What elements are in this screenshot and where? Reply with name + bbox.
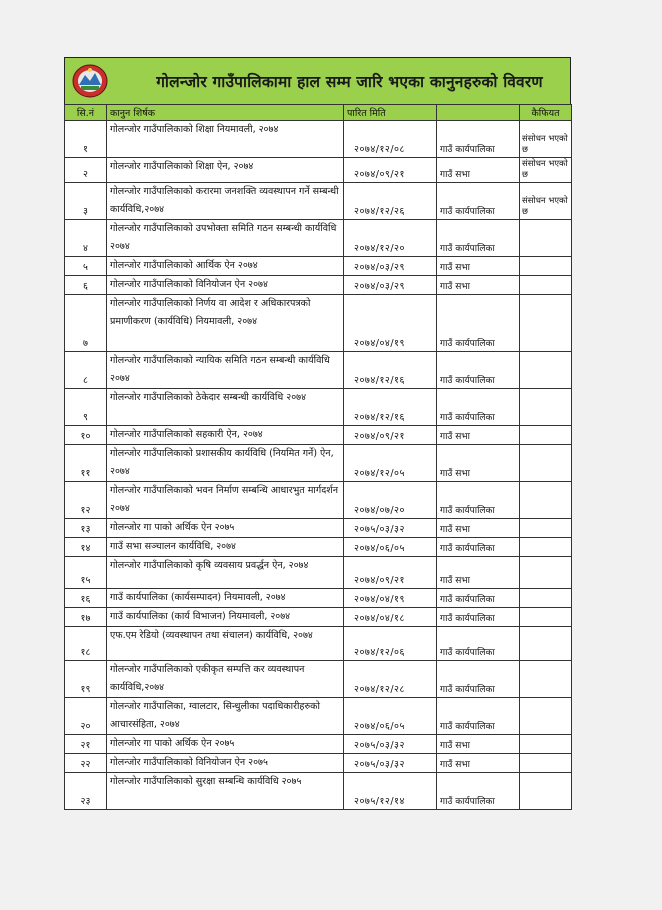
row-remark: संसोधन भएको छ	[520, 158, 572, 183]
row-remark	[520, 661, 572, 698]
row-remark	[520, 276, 572, 295]
row-date: २०७५/१२/१४	[344, 773, 437, 810]
row-passed-by: गाउँ सभा	[437, 276, 520, 295]
row-date: २०७४/०४/१९	[344, 295, 437, 352]
row-remark	[520, 754, 572, 773]
table-body	[65, 121, 572, 810]
row-sn: १९	[65, 661, 107, 698]
row-sn: १४	[65, 538, 107, 557]
row-title: गोलन्जोर गाउँपालिकाको एकीकृत सम्पत्ति कर व्यवस्थापन कार्यविधि,२०७४	[107, 661, 344, 698]
row-sn: २१	[65, 735, 107, 754]
row-sn: ७	[65, 295, 107, 352]
row-date: २०७४/१२/२६	[344, 183, 437, 220]
row-remark: संसोधन भएको छ	[520, 183, 572, 220]
row-passed-by: गाउँ सभा	[437, 445, 520, 482]
row-sn: १५	[65, 557, 107, 589]
row-date: २०७४/०७/२०	[344, 482, 437, 519]
table-row	[65, 519, 572, 538]
table-row	[65, 754, 572, 773]
row-passed-by: गाउँ सभा	[437, 426, 520, 445]
row-title: गोलन्जोर गाउँपालिकाको निर्णय वा आदेश र अधिकारपत्रको प्रमाणीकरण (कार्यविधि) नियमावली, २०७४	[107, 295, 344, 352]
table-row	[65, 482, 572, 519]
row-title: गोलन्जोर गाउँपालिकाको ठेकेदार सम्बन्धी कार्यविधि २०७४	[107, 389, 344, 426]
row-remark	[520, 352, 572, 389]
row-sn: १३	[65, 519, 107, 538]
row-title: गोलन्जोर गाउँपालिकाको भवन निर्माण सम्बन्धि आधारभुत मार्गदर्शन २०७४	[107, 482, 344, 519]
row-sn: ९	[65, 389, 107, 426]
row-passed-by: गाउँ कार्यपालिका	[437, 608, 520, 627]
row-title: गोलन्जोर गाउँपालिकाको उपभोक्ता समिति गठन सम्बन्धी कार्यविधि २०७४	[107, 220, 344, 257]
row-date: २०७५/०३/३२	[344, 735, 437, 754]
row-sn: १	[65, 121, 107, 158]
row-title: गोलन्जोर गाउँपालिकाको शिक्षा नियमावली, २०७४	[107, 121, 344, 158]
row-passed-by: गाउँ कार्यपालिका	[437, 538, 520, 557]
row-sn: १२	[65, 482, 107, 519]
row-sn: २२	[65, 754, 107, 773]
row-remark	[520, 608, 572, 627]
row-remark	[520, 220, 572, 257]
row-date: २०७४/१२/१६	[344, 352, 437, 389]
row-remark	[520, 627, 572, 661]
row-sn: १८	[65, 627, 107, 661]
row-remark	[520, 426, 572, 445]
row-passed-by: गाउँ कार्यपालिका	[437, 482, 520, 519]
row-remark	[520, 557, 572, 589]
row-date: २०७४/१२/२८	[344, 661, 437, 698]
row-sn: १०	[65, 426, 107, 445]
row-passed-by: गाउँ कार्यपालिका	[437, 352, 520, 389]
table-row	[65, 698, 572, 735]
row-remark	[520, 257, 572, 276]
row-passed-by: गाउँ कार्यपालिका	[437, 295, 520, 352]
table-row	[65, 220, 572, 257]
row-remark	[520, 445, 572, 482]
row-remark	[520, 538, 572, 557]
row-date: २०७४/१२/०६	[344, 627, 437, 661]
row-date: २०७४/०६/०५	[344, 538, 437, 557]
row-remark	[520, 773, 572, 810]
table-row	[65, 426, 572, 445]
col-header-passed-by	[437, 105, 520, 121]
row-remark	[520, 519, 572, 538]
row-date: २०७४/०९/२१	[344, 557, 437, 589]
row-passed-by: गाउँ कार्यपालिका	[437, 389, 520, 426]
row-passed-by: गाउँ सभा	[437, 158, 520, 183]
row-title: गोलन्जोर गाउँपालिकाको कृषि व्यवसाय प्रवर्द्धन ऐन, २०७४	[107, 557, 344, 589]
row-remark	[520, 698, 572, 735]
row-remark	[520, 589, 572, 608]
row-date: २०७५/०३/३२	[344, 519, 437, 538]
row-sn: ५	[65, 257, 107, 276]
row-passed-by: गाउँ कार्यपालिका	[437, 220, 520, 257]
table-row	[65, 538, 572, 557]
row-date: २०७४/०६/०५	[344, 698, 437, 735]
row-passed-by: गाउँ कार्यपालिका	[437, 121, 520, 158]
table-row	[65, 276, 572, 295]
row-date: २०७४/०९/२१	[344, 426, 437, 445]
row-passed-by: गाउँ सभा	[437, 754, 520, 773]
row-sn: ४	[65, 220, 107, 257]
law-table	[64, 104, 572, 810]
table-row	[65, 257, 572, 276]
row-remark: संसोधन भएको छ	[520, 121, 572, 158]
row-title: गाउँ कार्यपालिका (कार्य विभाजन) नियमावली, २०७४	[107, 608, 344, 627]
row-title: गोलन्जोर गाउँपालिकाको करारमा जनशक्ति व्यवस्थापन गर्ने सम्बन्धी कार्यविधि,२०७४	[107, 183, 344, 220]
page-title: गोलन्जोर गाउँपालिकामा हाल सम्म जारि भएका कानुनहरुको विवरण	[156, 73, 543, 91]
table-header-row	[65, 105, 572, 121]
table-row	[65, 389, 572, 426]
row-date: २०७५/०३/३२	[344, 754, 437, 773]
row-remark	[520, 389, 572, 426]
row-title: गोलन्जोर गाउँपालिकाको प्रशासकीय कार्यविधि (नियमित गर्ने) ऐन, २०७४	[107, 445, 344, 482]
table-row	[65, 608, 572, 627]
row-passed-by: गाउँ कार्यपालिका	[437, 183, 520, 220]
row-sn: ८	[65, 352, 107, 389]
row-sn: ६	[65, 276, 107, 295]
row-title: गोलन्जोर गाउँपालिकाको न्यायिक समिति गठन सम्बन्धी कार्यविधि २०७४	[107, 352, 344, 389]
table-row	[65, 121, 572, 158]
row-date: २०७४/१२/०५	[344, 445, 437, 482]
row-title: गोलन्जोर गाउँपालिकाको शिक्षा ऐन, २०७४	[107, 158, 344, 183]
row-date: २०७४/०३/२९	[344, 276, 437, 295]
table-row	[65, 627, 572, 661]
row-remark	[520, 295, 572, 352]
row-title: गाउँ कार्यपालिका (कार्यसम्पादन) नियमावली, २०७४	[107, 589, 344, 608]
row-date: २०७४/०४/१९	[344, 589, 437, 608]
row-date: २०७४/०३/२९	[344, 257, 437, 276]
row-sn: २३	[65, 773, 107, 810]
row-title: गोलन्जोर गा पाको अर्थिक ऐन २०७५	[107, 735, 344, 754]
row-date: २०७४/१२/२०	[344, 220, 437, 257]
nepal-emblem-icon	[71, 63, 109, 99]
col-header-sn: सि.नं	[65, 105, 107, 121]
row-sn: १६	[65, 589, 107, 608]
table-row	[65, 352, 572, 389]
row-sn: ३	[65, 183, 107, 220]
table-row	[65, 735, 572, 754]
row-sn: ११	[65, 445, 107, 482]
col-header-date: पारित मिति	[344, 105, 437, 121]
table-row	[65, 183, 572, 220]
row-title: गोलन्जोर गाउँपालिकाको सुरक्षा सम्बन्धि कार्यविधि २०७५	[107, 773, 344, 810]
table-row	[65, 661, 572, 698]
row-title: गोलन्जोर गाउँपालिकाको आर्थिक ऐन २०७४	[107, 257, 344, 276]
row-remark	[520, 735, 572, 754]
row-title: एफ.एम रेडियो (व्यवस्थापन तथा संचालन) कार्यविधि, २०७४	[107, 627, 344, 661]
row-sn: २	[65, 158, 107, 183]
row-date: २०७४/१२/१६	[344, 389, 437, 426]
title-banner	[64, 57, 571, 104]
table-row	[65, 557, 572, 589]
row-passed-by: गाउँ सभा	[437, 735, 520, 754]
table-row	[65, 295, 572, 352]
row-date: २०७४/०९/२१	[344, 158, 437, 183]
row-title: गोलन्जोर गाउँपालिकाको विनियोजन ऐन २०७४	[107, 276, 344, 295]
row-passed-by: गाउँ कार्यपालिका	[437, 773, 520, 810]
row-sn: १७	[65, 608, 107, 627]
row-passed-by: गाउँ सभा	[437, 257, 520, 276]
table-row	[65, 773, 572, 810]
row-date: २०७४/१२/०८	[344, 121, 437, 158]
row-passed-by: गाउँ कार्यपालिका	[437, 589, 520, 608]
row-passed-by: गाउँ कार्यपालिका	[437, 698, 520, 735]
row-passed-by: गाउँ सभा	[437, 519, 520, 538]
col-header-title: कानुन शिर्षक	[107, 105, 344, 121]
table-row	[65, 589, 572, 608]
row-date: २०७४/०४/१८	[344, 608, 437, 627]
row-title: गोलन्जोर गाउँपालिका, ग्वालटार, सिन्धुलीका पदाधिकारीहरुको आचारसंहिता, २०७४	[107, 698, 344, 735]
table-row	[65, 445, 572, 482]
row-passed-by: गाउँ सभा	[437, 557, 520, 589]
table-row	[65, 158, 572, 183]
row-title: गोलन्जोर गाउँपालिकाको सहकारी ऐन, २०७४	[107, 426, 344, 445]
row-remark	[520, 482, 572, 519]
row-passed-by: गाउँ कार्यपालिका	[437, 627, 520, 661]
row-title: गोलन्जोर गाउँपालिकाको विनियोजन ऐन २०७५	[107, 754, 344, 773]
row-passed-by: गाउँ कार्यपालिका	[437, 661, 520, 698]
row-title: गोलन्जोर गा पाको अर्थिक ऐन २०७५	[107, 519, 344, 538]
row-sn: २०	[65, 698, 107, 735]
col-header-remarks: कैफियत	[520, 105, 572, 121]
law-list-sheet	[64, 57, 571, 810]
row-title: गाउँ सभा सञ्चालन कार्यविधि, २०७४	[107, 538, 344, 557]
